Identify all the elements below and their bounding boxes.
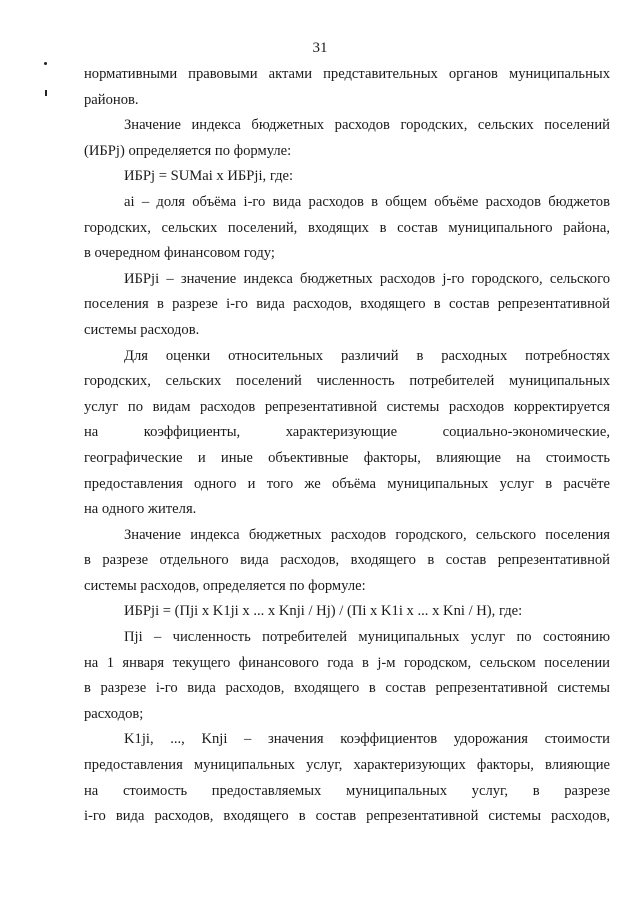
text-line: ИБРj = SUMai x ИБРji, где: xyxy=(124,168,294,185)
text-line: Значение индекса бюджетных расходов городского, сельского поселения xyxy=(124,526,610,543)
text-line: услуг по видам расходов репрезентативной системы расходов корректируется xyxy=(84,398,610,415)
paragraph xyxy=(84,190,610,267)
text-line: Для оценки относительных различий в расходных потребностях xyxy=(124,347,610,364)
text-line: городских, сельских поселений численность потребителей муниципальных xyxy=(84,373,610,390)
text-line: на стоимость предоставляемых муниципальных услуг, в разрезе xyxy=(84,782,610,799)
paragraph xyxy=(84,727,610,829)
text-line: географические и иные объективные факторы, влияющие на стоимость xyxy=(84,449,610,466)
text-line: предоставления муниципальных услуг, характеризующих факторы, влияющие xyxy=(84,757,610,774)
paragraph xyxy=(84,344,610,523)
text-line: системы расходов, определяется по формуле: xyxy=(84,577,366,594)
text-line: расходов; xyxy=(84,705,144,722)
text-line: Значение индекса бюджетных расходов городских, сельских поселений xyxy=(124,117,610,134)
margin-mark xyxy=(45,90,47,96)
paragraph xyxy=(84,164,610,190)
document-body xyxy=(84,62,610,830)
text-line: на 1 января текущего финансового года в j-м городском, сельском поселении xyxy=(84,654,610,671)
text-line: ai – доля объёма i-го вида расходов в общем объёме расходов бюджетов xyxy=(124,193,610,210)
text-line: нормативными правовыми актами представительных органов муниципальных xyxy=(84,66,610,82)
text-line: (ИБРj) определяется по формуле: xyxy=(84,142,292,159)
text-line: K1ji, ..., Knji – значения коэффициентов удорожания стоимости xyxy=(124,731,610,748)
text-line: районов. xyxy=(84,91,139,108)
paragraph xyxy=(84,523,610,600)
page-number: 31 xyxy=(312,40,328,56)
text-line: предоставления одного и того же объёма муниципальных услуг в расчёте xyxy=(84,475,610,492)
text-line: городских, сельских поселений, входящих в состав муниципального района, xyxy=(84,219,610,236)
text-line: i-го вида расходов, входящего в состав репрезентативной системы расходов, xyxy=(84,808,610,825)
text-line: системы расходов. xyxy=(84,321,200,338)
paragraph xyxy=(84,267,610,344)
text-line: ИБРji – значение индекса бюджетных расходов j-го городского, сельского xyxy=(124,270,610,287)
text-line: на одного жителя. xyxy=(84,501,197,518)
margin-mark xyxy=(44,62,47,65)
text-line: Пji – численность потребителей муниципальных услуг по состоянию xyxy=(124,629,610,646)
paragraph xyxy=(84,599,610,625)
text-line: в очередном финансовом году; xyxy=(84,245,275,262)
text-line: ИБРji = (Пji x K1ji x ... x Knji / Hj) / (Пi x K1i x ... x Kni / H), где: xyxy=(124,603,523,620)
text-line: поселения в разрезе i-го вида расходов, входящего в состав репрезентативной xyxy=(84,296,610,313)
paragraph xyxy=(84,62,610,113)
paragraph xyxy=(84,113,610,164)
text-line: в разрезе i-го вида расходов, входящего в состав репрезентативной системы xyxy=(84,680,610,697)
text-line: на коэффициенты, характеризующие социально-экономические, xyxy=(84,424,610,441)
paragraph xyxy=(84,625,610,727)
text-line: в разрезе отдельного вида расходов, входящего в состав репрезентативной xyxy=(84,552,610,569)
